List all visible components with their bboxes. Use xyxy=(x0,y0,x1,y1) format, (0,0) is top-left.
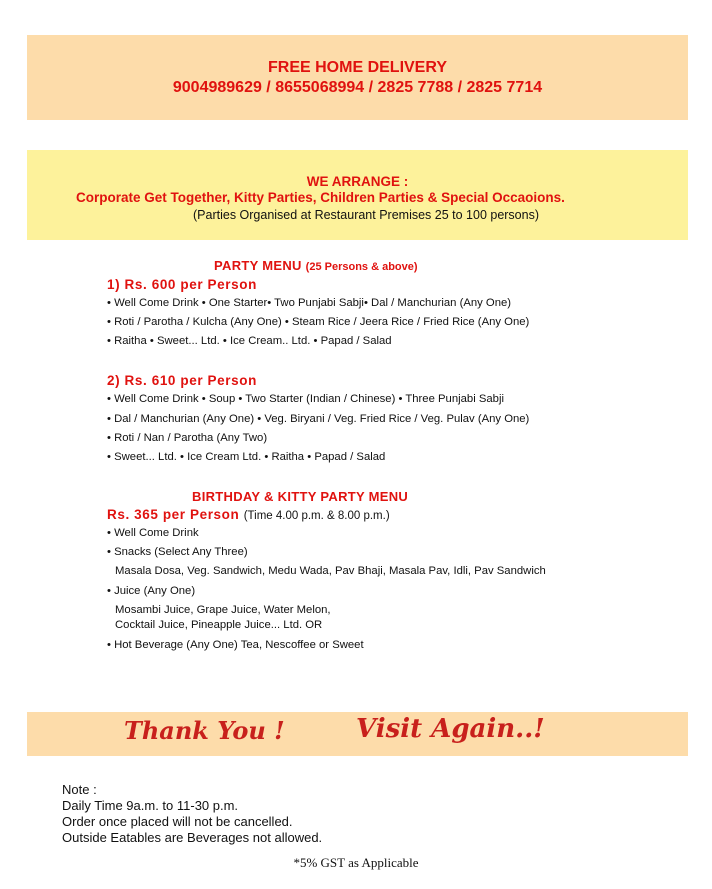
gst-note: *5% GST as Applicable xyxy=(293,855,419,870)
arrange-subtitle: Corporate Get Together, Kitty Parties, Children Parties & Special Occaoions. xyxy=(76,190,565,205)
delivery-banner xyxy=(27,35,688,120)
arrange-banner xyxy=(27,150,688,240)
delivery-phones: 9004989629 / 8655068994 / 2825 7788 / 2825 7714 xyxy=(172,79,543,96)
birthday-price xyxy=(107,507,390,522)
visit-again-text: Visit Again..! xyxy=(356,714,545,744)
thank-you-text: Thank You ! xyxy=(124,716,285,745)
package-2-line: • Well Come Drink • Soup • Two Starter (Indian / Chinese) • Three Punjabi Sabji xyxy=(107,393,504,405)
thanks-banner xyxy=(27,712,688,756)
note-line: Order once placed will not be cancelled. xyxy=(62,814,293,829)
note-line: Outside Eatables are Beverages not allowed. xyxy=(62,830,323,845)
birthday-line: • Well Come Drink xyxy=(107,527,199,539)
birthday-line: • Hot Beverage (Any One) Tea, Nescoffee or Sweet xyxy=(107,639,364,651)
package-2-line: • Dal / Manchurian (Any One) • Veg. Biryani / Veg. Fried Rice / Veg. Pulav (Any One) xyxy=(107,413,530,425)
arrange-title: WE ARRANGE : xyxy=(306,174,409,189)
birthday-line: Mosambi Juice, Grape Juice, Water Melon, xyxy=(115,604,331,616)
birthday-line: • Snacks (Select Any Three) xyxy=(107,546,248,558)
package-2-line: • Roti / Nan / Parotha (Any Two) xyxy=(107,432,268,444)
party-menu-title-text: PARTY MENU xyxy=(214,258,302,273)
package-2-price: 2) Rs. 610 per Person xyxy=(107,373,257,388)
package-1-line: • Raitha • Sweet... Ltd. • Ice Cream.. Ltd. • Papad / Salad xyxy=(107,335,392,347)
arrange-note: (Parties Organised at Restaurant Premises 25 to 100 persons) xyxy=(193,208,540,222)
package-1-line: • Roti / Parotha / Kulcha (Any One) • Steam Rice / Jeera Rice / Fried Rice (Any One) xyxy=(107,316,530,328)
package-1-price: 1) Rs. 600 per Person xyxy=(107,277,257,292)
birthday-menu-title: BIRTHDAY & KITTY PARTY MENU xyxy=(192,489,409,504)
delivery-title: FREE HOME DELIVERY xyxy=(268,59,447,76)
note-line: Daily Time 9a.m. to 11-30 p.m. xyxy=(62,798,239,813)
package-1-line: • Well Come Drink • One Starter• Two Punjabi Sabji• Dal / Manchurian (Any One) xyxy=(107,297,512,309)
party-menu-title-note: (25 Persons & above) xyxy=(305,261,418,273)
birthday-price-text: Rs. 365 per Person xyxy=(107,507,240,522)
birthday-time: (Time 4.00 p.m. & 8.00 p.m.) xyxy=(243,510,390,522)
party-menu-title xyxy=(214,258,418,273)
birthday-line: • Juice (Any One) xyxy=(107,585,196,597)
note-label: Note : xyxy=(62,782,97,797)
birthday-line: Cocktail Juice, Pineapple Juice... Ltd. OR xyxy=(115,619,323,631)
birthday-line: Masala Dosa, Veg. Sandwich, Medu Wada, Pav Bhaji, Masala Pav, Idli, Pav Sandwich xyxy=(115,565,546,577)
package-2-line: • Sweet... Ltd. • Ice Cream Ltd. • Raitha • Papad / Salad xyxy=(107,451,386,463)
